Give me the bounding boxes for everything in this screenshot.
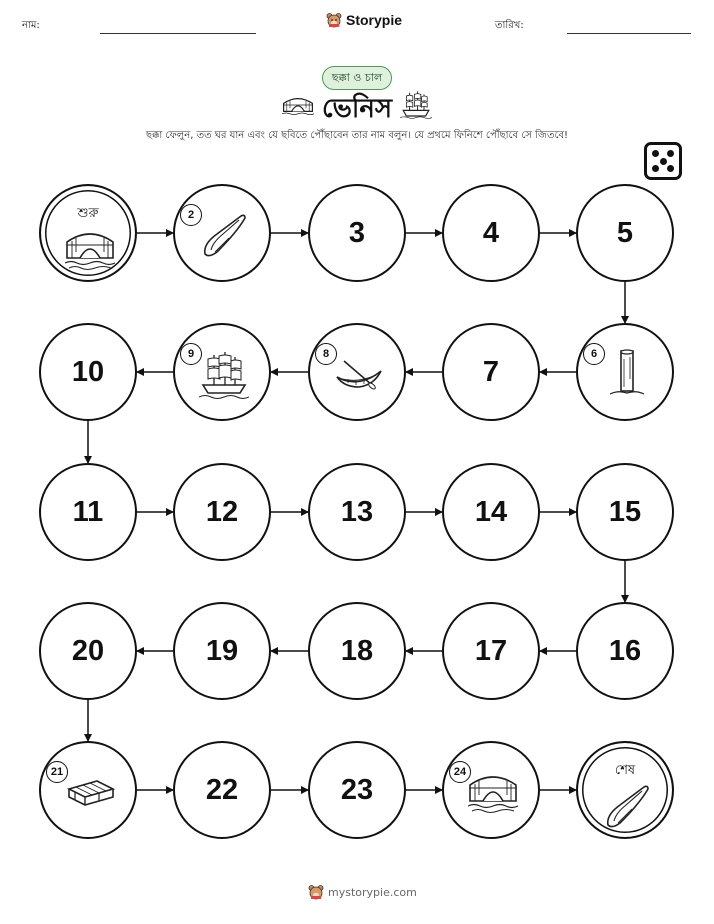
board-cell-8: [308, 323, 406, 421]
cell-number: 13: [340, 495, 374, 528]
board-cell-13: [308, 463, 406, 561]
cell-number: 14: [474, 495, 508, 528]
cell-number: 3: [348, 216, 366, 249]
cell-number: 5: [616, 216, 634, 249]
board-cell-19: [173, 602, 271, 700]
cell-number-badge: 21: [46, 761, 68, 783]
cell-number: 17: [474, 634, 508, 667]
cell-number: 15: [608, 495, 642, 528]
cell-number: 4: [482, 216, 500, 249]
board-cell-10: [39, 323, 137, 421]
board-cell-6: [576, 323, 674, 421]
cell-number-badge: 8: [315, 343, 337, 365]
footer-site[interactable]: mystorypie.com: [328, 885, 417, 899]
game-type-tag: ছক্কা ও চাল: [322, 66, 392, 90]
board-cell-15: [576, 463, 674, 561]
board-cell-22: [173, 741, 271, 839]
cell-number: 16: [608, 634, 642, 667]
board-cell-9: [173, 323, 271, 421]
sailing-ship-icon: [199, 349, 249, 399]
board-cell-23: [308, 741, 406, 839]
board-cell-17: [442, 602, 540, 700]
rowboat-icon: [334, 349, 384, 399]
cell-number-badge: 6: [583, 343, 605, 365]
board-cell-11: [39, 463, 137, 561]
bridge-icon: [468, 767, 518, 817]
cell-number-badge: 9: [180, 343, 202, 365]
cell-number: 11: [72, 495, 104, 528]
board-cell-16: [576, 602, 674, 700]
cell-number: 10: [71, 355, 105, 388]
start-cell: [39, 184, 137, 282]
cell-number: 22: [205, 773, 239, 806]
finish-cell: [576, 741, 674, 839]
board-cell-20: [39, 602, 137, 700]
board-cell-18: [308, 602, 406, 700]
board-cell-3: [308, 184, 406, 282]
cell-number-badge: 24: [449, 761, 471, 783]
board-cell-21: [39, 741, 137, 839]
name-label: নাম:: [22, 20, 40, 31]
cell-number-badge: 2: [180, 204, 202, 226]
board-cell-24: [442, 741, 540, 839]
board-cell-4: [442, 184, 540, 282]
gondola-icon: [602, 781, 652, 831]
board-cell-14: [442, 463, 540, 561]
cell-number: 19: [205, 634, 239, 667]
cell-number: 7: [482, 355, 500, 388]
board-cell-5: [576, 184, 674, 282]
start-label: শুরু: [77, 206, 99, 221]
finish-label: শেষ: [614, 763, 636, 778]
board-cell-12: [173, 463, 271, 561]
instructions: ছক্কা ফেলুন, তত ঘর যান এবং যে ছবিতে পৌঁছাবেন তার নাম বলুন। যে প্রথমে ফিনিশে পৌঁছাবে সে জিতবে!: [145, 130, 569, 141]
bridge-icon: [65, 224, 115, 274]
board-cell-2: [173, 184, 271, 282]
cell-number: 18: [340, 634, 374, 667]
mooring-pole-icon: [602, 349, 652, 399]
page-title: ভেনিস: [321, 94, 393, 124]
cell-number: 20: [71, 634, 105, 667]
brand-name: Storypie: [346, 12, 403, 28]
footer: [308, 884, 417, 900]
bear-mascot-icon: [308, 884, 324, 900]
cell-number: 12: [205, 495, 239, 528]
cell-number: 23: [340, 773, 374, 806]
wooden-pallet-icon: [65, 767, 115, 817]
date-label: তারিখ:: [495, 20, 524, 31]
gondola-icon: [199, 210, 249, 260]
board-cell-7: [442, 323, 540, 421]
